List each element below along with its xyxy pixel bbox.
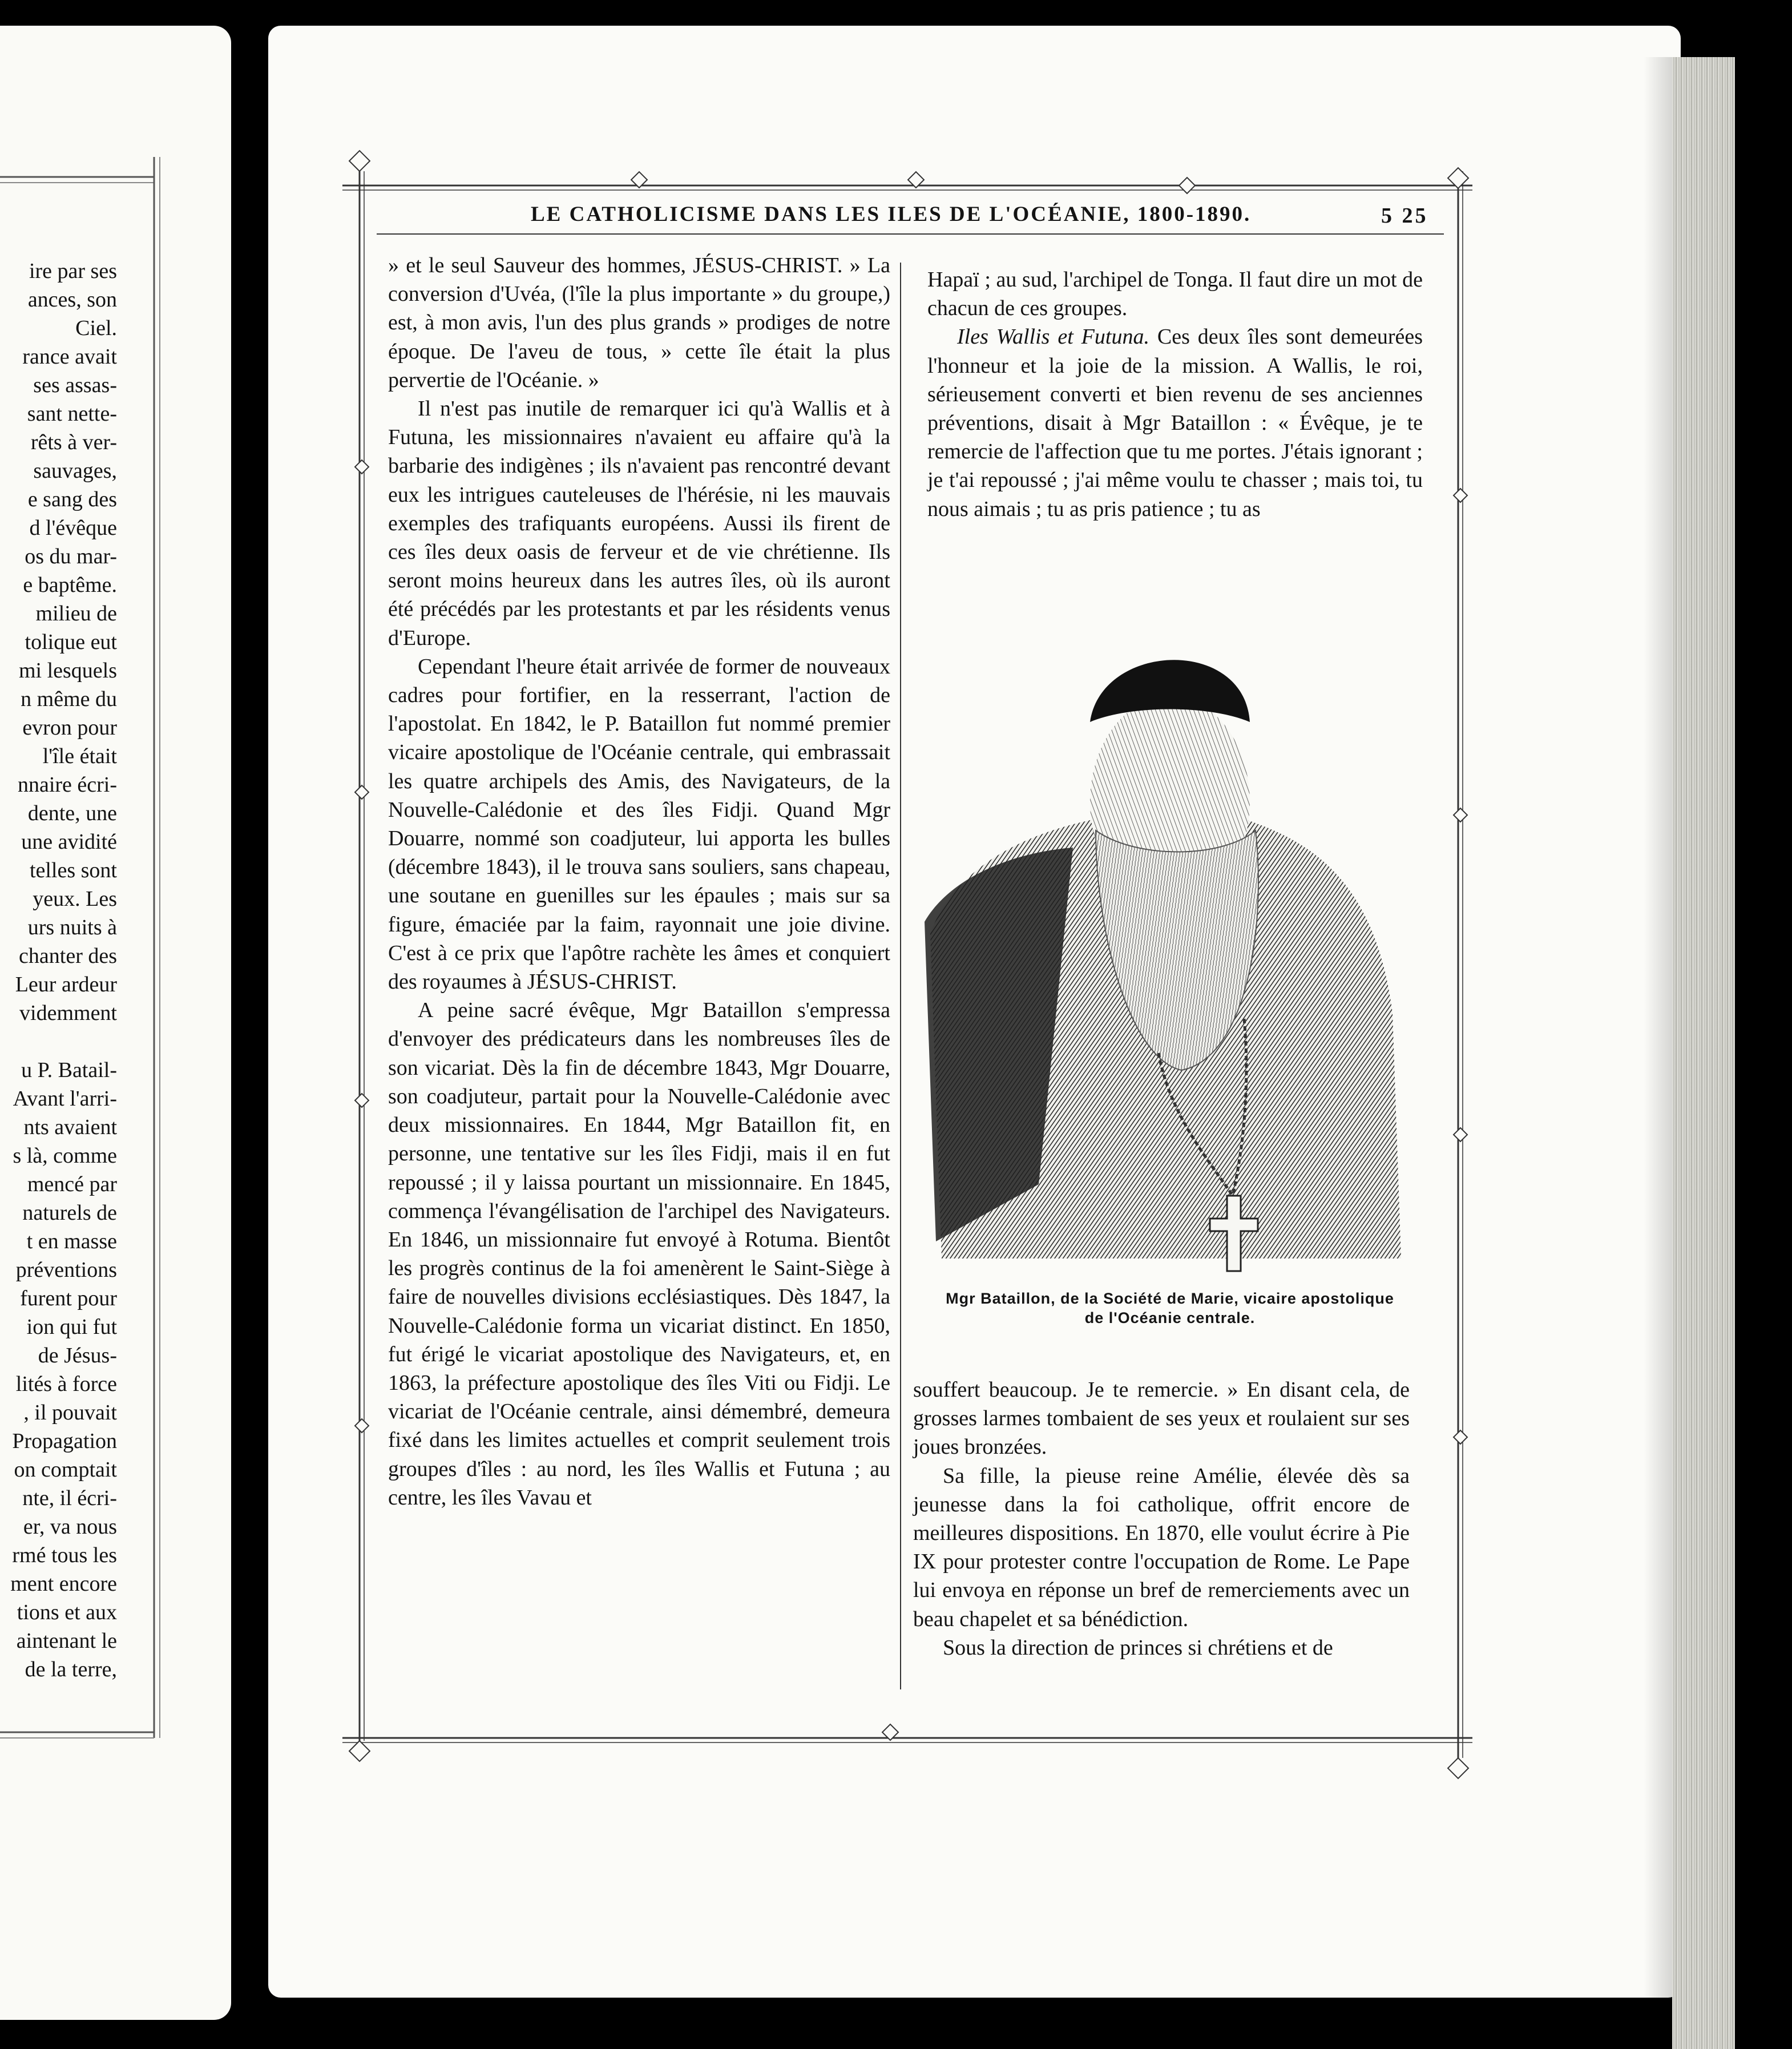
left-page-line: Ciel.: [75, 316, 117, 340]
left-page-line: naturels de: [22, 1201, 117, 1225]
left-page-line: on comptait: [14, 1458, 117, 1482]
portrait-caption: Mgr Bataillon, de la Société de Marie, vicaire apostolique de l'Océanie centrale.: [946, 1290, 1394, 1326]
right-text-column-top: [927, 265, 1423, 523]
left-page-line: evron pour: [22, 716, 117, 740]
paragraph: Il n'est pas inutile de remarquer ici qu'à Wallis et à Futuna, les missionnaires n'avaient eu affaire qu'à la barbarie des indigènes ; ils n'avaient pas rencontré devant eux les intrigues cauteleuses de l'hérésie, ni les mauvais exemples des trafiquants européens. Aussi ils firent de ces îles deux oasis de ferveur et de vie chrétienne. Ils seront moins heureux dans les autres îles, où ils auront été précédés par les protestants et par les résidents venus d'Europe.: [388, 397, 890, 650]
left-page-line: furent pour: [20, 1286, 117, 1310]
left-page-line: tions et aux: [17, 1600, 117, 1624]
left-page-line: nts avaient: [23, 1115, 117, 1139]
left-text-column: [388, 251, 890, 1512]
left-page-line: ances, son: [27, 288, 117, 312]
paragraph: A peine sacré évêque, Mgr Bataillon s'empressa d'envoyer des prédicateurs dans les nombreuses îles de son vicariat. Dès la fin de décembre 1843, Mgr Douarre, son coadjuteur, partait pour la Nouvelle-Calédonie avec deux missionnaires. En 1844, Mgr Bataillon fit, en personne, une tentative sur les îles Fidji, mais il en fut repoussé ; il y laissa pourtant un missionnaire. En 1845, commença l'évangélisation de l'archipel des Navigateurs. En 1846, un missionnaire fut envoyé à Rotuma. Bientôt les progrès continus de la foi amenèrent le Saint-Siège à faire de nouvelles divisions ecclésiastiques. Dès 1847, la Nouvelle-Calédonie forma un vicariat distinct. En 1850, fut érigé le vicariat apostolique des Navigateurs, et, en 1863, la préfecture apostolique des îles Viti ou Fidji. Le vicariat de l'Océanie centrale, ainsi démembré, demeura fixé dans les limites actuelles et comprit seulement trois groupes d'îles : au nord, les îles Wallis et Futuna ; au centre, les îles Vavau et: [388, 998, 890, 1510]
left-page-line: mencé par: [27, 1172, 117, 1196]
left-page-line: e sang des: [27, 487, 117, 511]
left-page-line: rmé tous les: [12, 1543, 117, 1567]
section-heading: Iles Wallis et Futuna.: [957, 325, 1149, 349]
left-page-line: aintenant le: [16, 1629, 117, 1653]
portrait-engraving: [925, 614, 1401, 1273]
left-page-line: ment encore: [10, 1572, 117, 1596]
left-page-line: telles sont: [29, 858, 117, 882]
left-page-line: u P. Batail-: [21, 1058, 117, 1082]
left-page-line: milieu de: [35, 602, 117, 626]
left-page-line: Avant l'arri-: [13, 1087, 117, 1111]
running-header-title: LE CATHOLICISME DANS LES ILES DE L'OCÉANIE, 1800-1890.: [531, 203, 1252, 226]
left-page-line: dente, une: [27, 801, 117, 825]
left-page-line: ire par ses: [29, 259, 117, 283]
quote-paragraph: » et le seul Sauveur des hommes, JÉSUS-CHRIST. » La conversion d'Uvéa, (l'île la plus importante » du groupe,) est, à mon avis, l'un des plus grands » prodiges de notre époque. De l'aveu de tous, » cette île était la plus pervertie de l'Océanie. »: [388, 253, 890, 392]
left-page-line: t en masse: [26, 1229, 117, 1253]
left-page-line: os du mar-: [25, 544, 117, 568]
left-page-line: Propagation: [12, 1429, 117, 1453]
left-page-line: lités à force: [15, 1372, 117, 1396]
left-page-line: mi lesquels: [18, 659, 117, 683]
left-page-line: yeux. Les: [33, 887, 117, 911]
paragraph: [927, 322, 1423, 523]
left-page-line: de la terre,: [25, 1657, 117, 1681]
paragraph: Sous la direction de princes si chrétiens et de: [943, 1635, 1333, 1660]
left-page-line: , il pouvait: [23, 1401, 117, 1425]
left-page-line: ion qui fut: [26, 1315, 117, 1339]
left-page-line: n même du: [21, 687, 117, 711]
left-page-line: Leur ardeur: [15, 973, 117, 997]
left-page-line: rêts à ver-: [30, 430, 117, 454]
right-text-column-bottom: [913, 1376, 1410, 1662]
left-page-line: e baptême.: [23, 573, 117, 597]
left-page-line: nte, il écri-: [22, 1486, 117, 1510]
left-page-line: une avidité: [21, 830, 117, 854]
left-page-line: ses assas-: [33, 373, 117, 397]
page-number: 5 25: [1381, 204, 1428, 228]
left-page-line: sant nette-: [27, 402, 117, 426]
left-page-line: d l'évêque: [29, 516, 117, 540]
left-page-line: nnaire écri-: [17, 773, 117, 797]
left-page-line: préventions: [15, 1258, 117, 1282]
left-page-line: de Jésus-: [38, 1344, 117, 1368]
paragraph-body: Ces deux îles sont demeurées l'honneur et la joie de la mission. A Wallis, le roi, sérieusement converti et bien revenu de ses anciennes préventions, disait à Mgr Bataillon : « Évêque, je te remercie de l'affection que tu me portes. J'étais ignorant ; je t'ai repoussé ; j'ai même voulu te chasser ; mais toi, tu nous aimais ; tu as pris patience ; tu as: [927, 325, 1423, 521]
paragraph: souffert beaucoup. Je te remercie. » En disant cela, de grosses larmes tombaient de ses yeux et roulaient sur ses joues bronzées.: [913, 1378, 1410, 1459]
left-page-line: s là, comme: [13, 1144, 117, 1168]
paragraph: Hapaï ; au sud, l'archipel de Tonga. Il faut dire un mot de chacun de ces groupes.: [927, 268, 1423, 321]
left-page-line: tolique eut: [25, 630, 117, 654]
left-page-line: sauvages,: [33, 459, 117, 483]
left-page-line: urs nuits à: [27, 915, 117, 939]
left-page-line: er, va nous: [23, 1515, 117, 1539]
left-page-line: videmment: [19, 1001, 117, 1025]
paragraph: Sa fille, la pieuse reine Amélie, élevée dès sa jeunesse dans la foi catholique, offrit encore de meilleures dispositions. En 1870, elle voulut écrire à Pie IX pour protester contre l'occupation de Rome. Le Pape lui envoya en réponse un bref de remerciements avec un beau chapelet et sa bénédiction.: [913, 1463, 1410, 1631]
left-page-line: rance avait: [22, 345, 117, 369]
paragraph: Cependant l'heure était arrivée de former de nouveaux cadres pour fortifier, en la resserrant, l'action de l'apostolat. En 1842, le P. Bataillon fut nommé premier vicaire apostolique de l'Océanie centrale, qui embrassait les quatre archipels des Amis, des Navigateurs, de la Nouvelle-Calédonie et des îles Fidji. Quand Mgr Douarre, nommé son coadjuteur, lui apporta les bulles (décembre 1843), il le trouva sans souliers, sans chapeau, une soutane en guenilles sur les épaules ; mais sur sa figure, émaciée par la faim, rayonnait une joie divine. C'est à ce prix que l'apôtre rachète les âmes et conquiert des royaumes à JÉSUS-CHRIST.: [388, 654, 890, 994]
left-page-line: chanter des: [19, 944, 117, 968]
left-page-line: l'île était: [42, 744, 117, 768]
